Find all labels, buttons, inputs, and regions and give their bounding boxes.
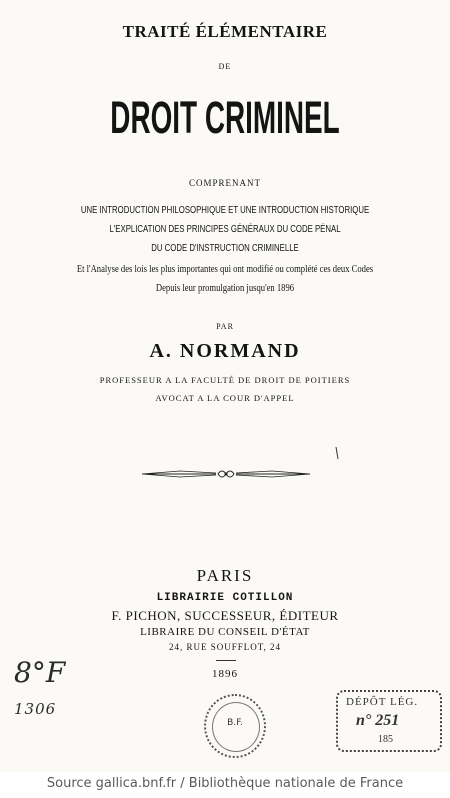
ink-mark-icon	[335, 447, 339, 459]
seal-text: B.F.	[227, 718, 243, 728]
author-title-2: AVOCAT A LA COUR D'APPEL	[155, 393, 295, 403]
contents-line-3: DU CODE D'INSTRUCTION CRIMINELLE	[151, 243, 299, 254]
contents-line-5: Depuis leur promulgation jusqu'en 1896	[155, 283, 295, 294]
publisher-role: LIBRAIRE DU CONSEIL D'ÉTAT	[140, 626, 310, 638]
author-name: A. NORMAND	[149, 340, 301, 362]
contents-line-1: UNE INTRODUCTION PHILOSOPHIQUE ET UNE INTRODUCTION HISTORIQUE	[80, 205, 370, 216]
title-top-line: TRAITÉ ÉLÉMENTAIRE	[122, 22, 328, 41]
call-number-bottom: 1306	[14, 700, 57, 718]
publisher-editor: F. PICHON, SUCCESSEUR, ÉDITEUR	[111, 608, 339, 623]
author-title-1: PROFESSEUR A LA FACULTÉ DE DROIT DE POITIERS	[99, 375, 351, 385]
deposit-number: n° 251	[356, 712, 400, 729]
deposit-label: DÉPÔT LÉG.	[346, 696, 419, 708]
call-number	[12, 656, 66, 730]
title-de: DE	[218, 62, 232, 71]
publisher-city: PARIS	[196, 566, 254, 585]
deposit-year: 185	[378, 734, 393, 745]
publisher-house: LIBRAIRIE COTILLON	[156, 592, 294, 604]
main-title: DROIT CRIMINEL	[110, 92, 340, 143]
call-number-top: 8°F	[14, 656, 66, 689]
library-seal-stamp	[204, 694, 266, 758]
legal-deposit-stamp	[336, 690, 442, 752]
publisher-address: 24, RUE SOUFFLOT, 24	[168, 642, 282, 652]
source-footer: Source gallica.bnf.fr / Bibliothèque nationale de France	[0, 772, 450, 798]
contents-line-4: Et l'Analyse des lois les plus importantes qui ont modifié ou complété ces deux Codes	[76, 264, 374, 275]
comprenant-label: COMPRENANT	[188, 178, 261, 188]
divider	[216, 660, 236, 661]
par-label: PAR	[216, 322, 234, 331]
contents-line-2: L'EXPLICATION DES PRINCIPES GÉNÉRAUX DU CODE PÉNAL	[109, 224, 341, 235]
ornament-divider-icon	[140, 466, 312, 482]
publication-year: 1896	[212, 668, 238, 680]
